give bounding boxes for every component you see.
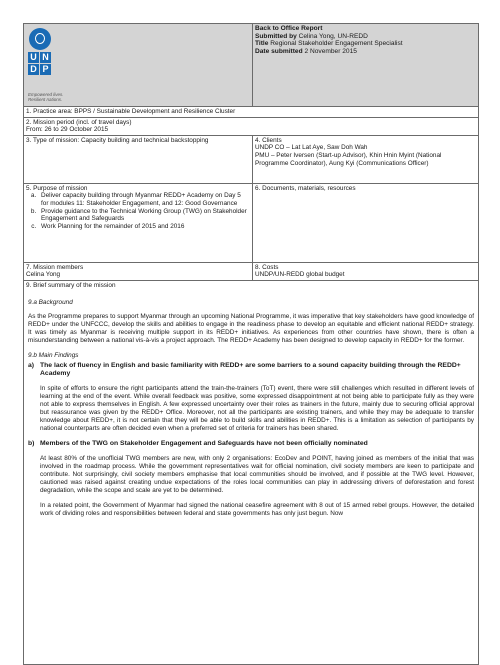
members-label: 7. Mission members: [26, 263, 84, 271]
purpose-cell: [24, 183, 253, 262]
finding-b-text-2: In a related point, the Government of Myanmar had signed the national ceasefire agreement with 8 out of 15 armed rebel groups. However, the detailed work of dividing roles and responsibilities between federal and state governments has only just begun. Now: [40, 501, 474, 517]
finding-b-label: b): [28, 439, 35, 447]
date-value: 2 November 2015: [304, 47, 357, 55]
report-title: Back to Office Report: [255, 25, 323, 32]
costs-label: 8. Costs: [255, 263, 279, 271]
title-label: Title: [255, 40, 269, 48]
summary-label: 9. Brief summary of the mission: [26, 281, 116, 289]
purpose-list: [26, 192, 250, 230]
logo-cell: [24, 24, 253, 107]
report-page: [23, 23, 478, 665]
clients-label: 4. Clients: [255, 136, 282, 144]
finding-a-title: The lack of fluency in English and basic familiarity with REDD+ are some barriers to a sound capacity building through the REDD+ Academy: [40, 361, 461, 377]
members-cell: [24, 262, 253, 280]
logo-letter: U: [28, 52, 39, 63]
documents-cell: 6. Documents, materials, resources: [253, 183, 479, 262]
summary-body: [26, 299, 476, 518]
findings-heading: 9.b Main Findings: [28, 351, 79, 359]
purpose-item: a. Deliver capacity building through Myanmar REDD+ Academy on Day 5 for modules 11: Stakeholder Engagement, and 12: Good Governance: [38, 192, 250, 207]
logo-letter: D: [28, 64, 39, 75]
mission-type: 3. Type of mission: Capacity building and technical backstopping: [24, 135, 253, 183]
logo-letter: N: [40, 52, 51, 63]
costs-cell: [253, 262, 479, 280]
members-value: Celina Yong: [26, 271, 61, 279]
background-text: As the Programme prepares to support Myanmar through an upcoming National Programme, it was imperative that key stakeholders have good knowledge of REDD+ under the UNFCCC, develop the skills and abilities to engage in the readiness phase to develop an equitable and efficient national REDD+ strategy. It was timely as Myanmar is receiving multiple support in its REDD+ initiatives. As experiences from other countries have shown, there is often a misunderstanding between a national vis-à-vis a project approach. The REDD+ Academy has been designed to develop capacity in REDD+ for the former.: [28, 312, 474, 344]
logo-tagline: Empowered lives. Resilient nations.: [28, 92, 64, 102]
report-form-table: [23, 23, 479, 665]
purpose-label: 5. Purpose of mission: [26, 184, 88, 192]
clients-line-2: PMU – Peter Iversen (Start-up Advisor), Khin Hnin Myint (National Programme Coordinator), Aung Kyi (Communications Officer): [255, 151, 442, 167]
purpose-item: b. Provide guidance to the Technical Working Group (TWG) on Stakeholder Engagement and Safeguards: [38, 208, 250, 223]
finding-a-label: a): [28, 361, 35, 369]
background-heading: 9.a Background: [28, 298, 73, 306]
finding-b-text-1: At least 80% of the unofficial TWG members are new, with only 2 organisations: EcoDev and POINT, having joined as members of the initial that was involved in the roadmap process. While the government representatives wait for official nomination, civil society members are keen to participate and contribute. Not surprisingly, civil society members emphasise that local communities should be involved, and if possible at the TWG level. However, cautioned was raised against creating undue expectations of the roles local communities can play in addressing drivers of deforestation and forest degradation, while the scope and scale are yet to be determined.: [40, 454, 474, 494]
mission-period-label: 2. Mission period (incl. of travel days): [26, 118, 132, 126]
costs-value: UNDP/UN-REDD global budget: [255, 271, 345, 279]
report-info-cell: [253, 24, 479, 107]
purpose-item: c. Work Planning for the remainder of 2015 and 2016: [38, 223, 250, 231]
finding-a-heading: [28, 362, 474, 378]
mission-period: [24, 117, 479, 135]
submitted-by-label: Submitted by: [255, 32, 297, 40]
submitted-by-value: Celina Yong, UN-REDD: [298, 32, 368, 40]
clients-cell: [253, 135, 479, 183]
finding-a-text: In spite of efforts to ensure the right participants attend the train-the-trainers (ToT) event, there were still challenges which resulted in different levels of learning at the end of the event. While overall feedback was positive, some expressed disappointment at not being able to participate fully as they were not able to express themselves in English. A few expressed uncertainty over their roles as trainers in the future, mainly due to securing official approval but reassurance was given by the REDD+ Office. Moreover, not all the participants are existing trainers, and while they may be adequate to transfer knowledge about REDD+, it is not certain that they will be able to build skills and abilities in REDD+. This is a limitation as selection of participants by national counterparts are often decided even when a preferred set of criteria for trainers has been shared.: [40, 384, 474, 432]
summary-cell: [24, 280, 479, 664]
title-value: Regional Stakeholder Engagement Specialist: [270, 40, 403, 48]
date-label: Date submitted: [255, 47, 303, 55]
undp-logo: [28, 28, 52, 75]
un-emblem-icon: [29, 28, 51, 50]
report-header-row: [24, 24, 479, 107]
clients-line-1: UNDP CO – Lat Lat Aye, Saw Doh Wah: [255, 144, 368, 152]
logo-letter: P: [40, 64, 51, 75]
finding-b-title: Members of the TWG on Stakeholder Engagement and Safeguards have not been officially nominated: [40, 439, 368, 447]
mission-period-value: From: 26 to 29 October 2015: [26, 126, 109, 134]
practice-area: 1. Practice area: BPPS / Sustainable Development and Resilience Cluster: [24, 107, 479, 118]
finding-b-heading: [28, 440, 474, 448]
